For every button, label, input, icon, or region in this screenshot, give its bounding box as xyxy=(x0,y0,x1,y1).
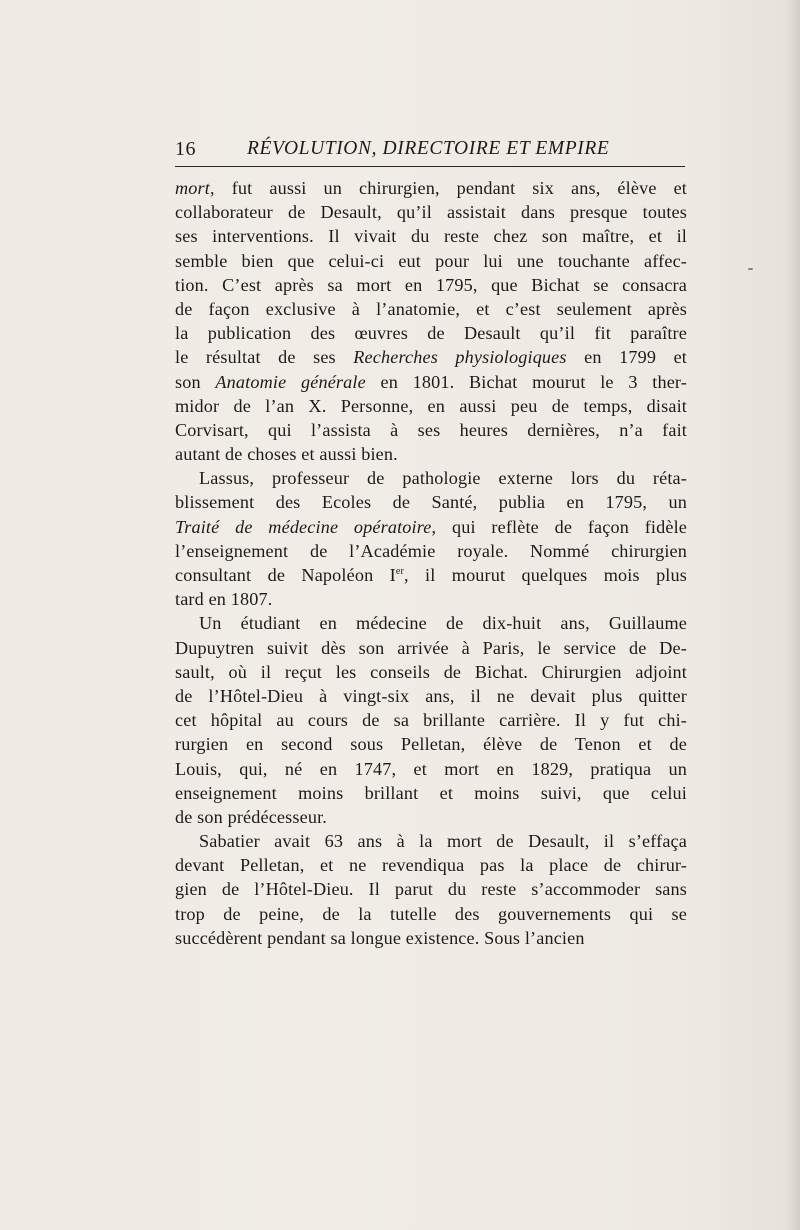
body-text xyxy=(175,176,687,950)
text-segment: gien de l’Hôtel-Dieu. Il parut du reste s’accommoder sans xyxy=(175,879,687,900)
text-line xyxy=(175,708,687,732)
text-segment: , il mourut quelques mois plus xyxy=(403,565,687,585)
text-line xyxy=(175,418,687,442)
text-segment: consultant de Napoléon I xyxy=(175,565,396,585)
text-line xyxy=(175,902,687,926)
text-line xyxy=(175,926,687,950)
text-line xyxy=(175,345,687,369)
italic-title: Traité de médecine opératoire xyxy=(175,516,432,537)
italic-title: Anatomie générale xyxy=(215,371,366,392)
text-segment: blissement des Ecoles de Santé, publia en 1795, un xyxy=(175,492,687,513)
text-line xyxy=(175,781,687,805)
text-segment: Corvisart, qui l’assista à ses heures dernières, n’a fait xyxy=(175,419,687,440)
text-line xyxy=(175,442,687,466)
running-title: RÉVOLUTION, DIRECTOIRE ET EMPIRE xyxy=(247,138,610,159)
running-header xyxy=(175,136,685,167)
text-segment: trop de peine, de la tutelle des gouvernements qui se xyxy=(175,903,687,924)
text-line xyxy=(175,466,687,490)
text-line xyxy=(175,224,687,248)
text-segment: Lassus, professeur de pathologie externe lors du réta- xyxy=(199,468,687,489)
text-line xyxy=(175,515,687,539)
paragraph xyxy=(175,176,687,466)
text-segment: Un étudiant en médecine de dix-huit ans, Guillaume xyxy=(199,613,687,634)
text-line xyxy=(175,636,687,660)
text-line xyxy=(175,587,687,611)
text-line xyxy=(175,297,687,321)
text-line xyxy=(175,660,687,684)
text-line xyxy=(175,757,687,781)
text-segment: Sabatier avait 63 ans à la mort de Desault, il s’effaça xyxy=(199,831,687,852)
text-line xyxy=(175,563,687,587)
italic-title: Recherches physiologiques xyxy=(353,347,567,368)
page-edge-shadow xyxy=(786,0,800,1230)
text-segment: l’enseignement de l’Académie royale. Nommé chirurgien xyxy=(175,540,687,561)
text-segment: la publication des œuvres de Desault qu’il fit paraître xyxy=(175,323,687,344)
text-segment: de l’Hôtel-Dieu à vingt-six ans, il ne devait plus quitter xyxy=(175,685,687,706)
text-line xyxy=(175,321,687,345)
paragraph xyxy=(175,466,687,611)
text-segment: collaborateur de Desault, qu’il assistait dans presque toutes xyxy=(175,202,687,223)
text-segment: en 1801. Bichat mourut le 3 ther- xyxy=(365,371,687,392)
text-segment: cet hôpital au cours de sa brillante carrière. Il y fut chi- xyxy=(175,710,687,731)
text-line xyxy=(175,732,687,756)
text-line xyxy=(175,684,687,708)
superscript: er xyxy=(395,566,404,577)
text-segment: , fut aussi un chirurgien, pendant six ans, élève et xyxy=(209,178,687,198)
text-segment: midor de l’an X. Personne, en aussi peu de temps, disait xyxy=(175,395,687,416)
text-line xyxy=(175,394,687,418)
text-segment: ses interventions. Il vivait du reste chez son maître, et il xyxy=(175,226,687,247)
text-line xyxy=(175,370,687,394)
italic-title: mort xyxy=(175,178,210,198)
page-number: 16 xyxy=(175,138,196,160)
text-line xyxy=(175,805,687,829)
text-segment: Louis, qui, né en 1747, et mort en 1829, pratiqua un xyxy=(175,758,687,779)
text-segment: le résultat de ses xyxy=(175,347,354,368)
text-segment: rurgien en second sous Pelletan, élève de Tenon et de xyxy=(175,734,687,755)
text-line xyxy=(175,249,687,273)
text-segment: sault, où il reçut les conseils de Bichat. Chirurgien adjoint xyxy=(175,661,687,682)
text-segment: Dupuytren suivit dès son arrivée à Paris, le service de De- xyxy=(175,637,687,658)
text-line xyxy=(175,539,687,563)
text-segment: tion. C’est après sa mort en 1795, que Bichat se consacra xyxy=(175,274,687,295)
text-line xyxy=(175,853,687,877)
text-line xyxy=(175,877,687,901)
text-line xyxy=(175,200,687,224)
text-segment: , qui reflète de façon fidèle xyxy=(431,516,688,537)
text-segment: son xyxy=(175,371,216,392)
text-line xyxy=(175,829,687,853)
text-segment: de façon exclusive à l’anatomie, et c’est seulement après xyxy=(175,298,687,319)
text-line xyxy=(175,490,687,514)
text-line xyxy=(175,176,687,200)
text-segment: enseignement moins brillant et moins suivi, que celui xyxy=(175,782,687,803)
paper-speck xyxy=(748,268,753,270)
text-segment: en 1799 et xyxy=(566,347,687,368)
text-line xyxy=(175,273,687,297)
text-segment: succédèrent pendant sa longue existence. Sous l’ancien xyxy=(175,927,585,948)
text-segment: tard en 1807. xyxy=(175,589,273,610)
text-segment: autant de choses et aussi bien. xyxy=(175,444,398,465)
text-segment: de son prédécesseur. xyxy=(175,806,327,827)
text-segment: semble bien que celui-ci eut pour lui une touchante affec- xyxy=(175,250,687,271)
text-line xyxy=(175,611,687,635)
paragraph xyxy=(175,611,687,829)
text-segment: devant Pelletan, et ne revendiqua pas la place de chirur- xyxy=(175,855,687,876)
paragraph xyxy=(175,829,687,950)
